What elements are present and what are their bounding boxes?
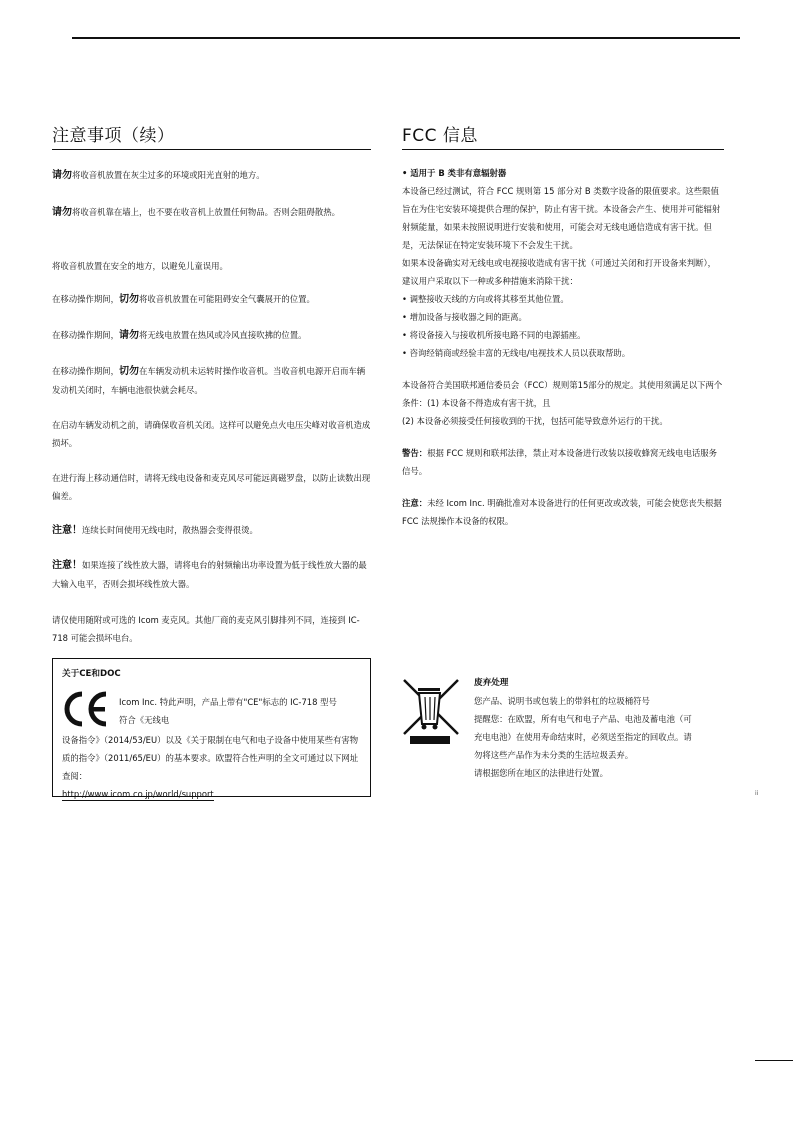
fcc-paragraph: 本设备已经过测试，符合 FCC 规则第 15 部分对 B 类数字设备的限值要求。这些限值旨在为住宅安装环境提供合理的保护，防止有害干扰。本设备会产生、使用并可能辐射射频能量，如果未按照说明进行安装和使用，可能会对无线电通信造成有害干扰。但是，无法保证在特定安装环境下不会发生干扰。 — [402, 186, 721, 250]
precautions-title: 注意事项（续） — [52, 124, 371, 150]
fcc-paragraph: 如果本设备确实对无线电或电视接收造成有害干扰（可通过关闭和打开设备来判断），建议用户采取以下一种或多种措施来消除干扰： — [402, 258, 717, 286]
disposal-line: 充电电池）在使用寿命结束时，必须送至指定的回收点。请 — [474, 732, 692, 742]
fcc-bullet: • 增加设备与接收器之间的距离。 — [402, 308, 724, 326]
precaution-paragraph: 在移动操作期间，切勿在车辆发动机未运转时操作收音机。当收音机电源开启而车辆发动机关闭时，车辆电池很快就会耗尽。 — [52, 366, 366, 395]
precaution-paragraph: 在移动操作期间，请勿将无线电放置在热风或冷风直接吹拂的位置。 — [52, 330, 307, 341]
disposal-text — [474, 674, 724, 782]
fcc-bullet: • 调整接收天线的方向或将其移至其他位置。 — [402, 290, 724, 308]
precaution-paragraph: 将收音机放置在安全的地方，以避免儿童误用。 — [52, 261, 228, 271]
fcc-note: 注意：未经 Icom Inc. 明确批准对本设备进行的任何更改或改装，可能会使您丧失根据 FCC 法规操作本设备的权限。 — [402, 498, 722, 526]
caution-paragraph: 注意！连续长时间使用无线电时，散热器会变得很烫。 — [52, 525, 258, 536]
precautions-column — [52, 124, 371, 799]
ce-declaration-text: 设备指令》（2014/53/EU）以及《关于限制在电气和电子设备中使用某些有害物质的指令》（2011/65/EU）的基本要求。欧盟符合性声明的全文可通过以下网址查阅： http://www.icom.co.jp/world/support — [62, 735, 359, 799]
disposal-line: 提醒您：在欧盟，所有电气和电子产品、电池及蓄电池（可 — [474, 714, 692, 724]
caution-paragraph: 注意！如果连接了线性放大器，请将电台的射频输出功率设置为低于线性放大器的最大输入电平，否则会损坏线性放大器。 — [52, 560, 367, 589]
fcc-column — [402, 124, 724, 778]
header-rule — [72, 37, 740, 39]
crossed-bin-icon — [402, 678, 462, 748]
disposal-title: 废弃处理 — [474, 678, 509, 688]
disposal-line: 勿将这些产品作为未分类的生活垃圾丢弃。 — [474, 750, 634, 760]
precaution-paragraph: 在启动车辆发动机之前，请确保收音机关闭。这样可以避免点火电压尖峰对收音机造成损坏。 — [52, 420, 371, 448]
precaution-paragraph: 在移动操作期间，切勿将收音机放置在可能阻碍安全气囊展开的位置。 — [52, 294, 315, 305]
disposal-line: 请根据您所在地区的法律进行处置。 — [474, 768, 608, 778]
fcc-title: FCC 信息 — [402, 124, 724, 150]
ce-doc-box — [52, 658, 371, 797]
fcc-compliance-paragraph: 本设备符合美国联邦通信委员会（FCC）规则第15部分的规定。其使用须满足以下两个条件：(1) 本设备不得造成有害干扰，且 (2) 本设备必须接受任何接收到的干扰，包括可能导致意外运行的干扰。 — [402, 380, 723, 426]
fcc-bullet: • 咨询经销商或经验丰富的无线电/电视技术人员以获取帮助。 — [402, 344, 724, 362]
fcc-warning: 警告：根据 FCC 规则和联邦法律，禁止对本设备进行改装以接收蜂窝无线电电话服务信号。 — [402, 448, 717, 476]
page-number: ii — [755, 790, 759, 797]
disposal-line: 您产品、说明书或包装上的带斜杠的垃圾桶符号 — [474, 696, 650, 706]
fcc-class-b-heading: • 适用于 B 类非有意辐射器 — [402, 164, 724, 182]
support-url-link[interactable]: http://www.icom.co.jp/world/support — [62, 789, 214, 799]
ce-box-title: 关于CE和DOC — [62, 669, 121, 679]
precaution-paragraph: 请仅使用随附或可选的 Icom 麦克风。其他厂商的麦克风引脚排列不同，连接到 IC-718 可能会损坏电台。 — [52, 615, 360, 643]
ce-declaration-line: Icom Inc. 特此声明，产品上带有"CE"标志的 IC-718 型号 符合《无线电 — [119, 697, 337, 725]
precaution-paragraph: 在进行海上移动通信时，请将无线电设备和麦克风尽可能远离磁罗盘，以防止读数出现偏差。 — [52, 473, 371, 501]
ce-mark-icon — [62, 689, 110, 729]
precaution-paragraph: 请勿将收音机靠在墙上，也不要在收音机上放置任何物品。否则会阻碍散热。 — [52, 207, 340, 218]
fcc-body — [402, 164, 724, 530]
footer-rule — [755, 1060, 793, 1061]
fcc-bullet: • 将设备接入与接收机所接电路不同的电源插座。 — [402, 326, 724, 344]
precaution-paragraph: 请勿将收音机放置在灰尘过多的环境或阳光直射的地方。 — [52, 170, 265, 181]
